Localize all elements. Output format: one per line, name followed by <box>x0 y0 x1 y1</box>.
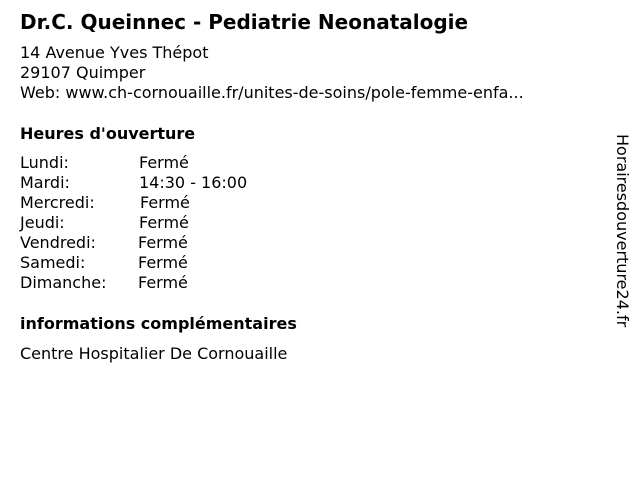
hours-value: Fermé <box>138 233 188 252</box>
info-text: Centre Hospitalier De Cornouaille <box>20 344 288 363</box>
hours-day-label: Samedi: <box>20 253 86 272</box>
hours-value: 14:30 - 16:00 <box>139 173 248 192</box>
hours-day-label: Lundi: <box>20 153 69 172</box>
address-web[interactable]: Web: www.ch-cornouaille.fr/unites-de-soins/pole-femme-enfa... <box>20 83 524 102</box>
hours-value: Fermé <box>139 213 189 232</box>
hours-value: Fermé <box>139 153 189 172</box>
hours-value: Fermé <box>138 253 188 272</box>
side-brand-text: Horairesdouverture24.fr <box>613 134 632 328</box>
hours-day-label: Dimanche: <box>20 273 107 292</box>
hours-day-label: Vendredi: <box>20 233 96 252</box>
side-brand <box>612 134 632 346</box>
hours-value: Fermé <box>138 273 188 292</box>
page-title: Dr.C. Queinnec - Pediatrie Neonatalogie <box>20 10 469 34</box>
hours-day-label: Mardi: <box>20 173 70 192</box>
hours-day-label: Mercredi: <box>20 193 95 212</box>
hours-heading: Heures d'ouverture <box>20 124 196 143</box>
address-city: 29107 Quimper <box>20 63 146 82</box>
hours-value: Fermé <box>140 193 190 212</box>
hours-day-label: Jeudi: <box>20 213 65 232</box>
address-street: 14 Avenue Yves Thépot <box>20 43 209 62</box>
info-heading: informations complémentaires <box>20 314 297 333</box>
address-block <box>20 43 524 103</box>
